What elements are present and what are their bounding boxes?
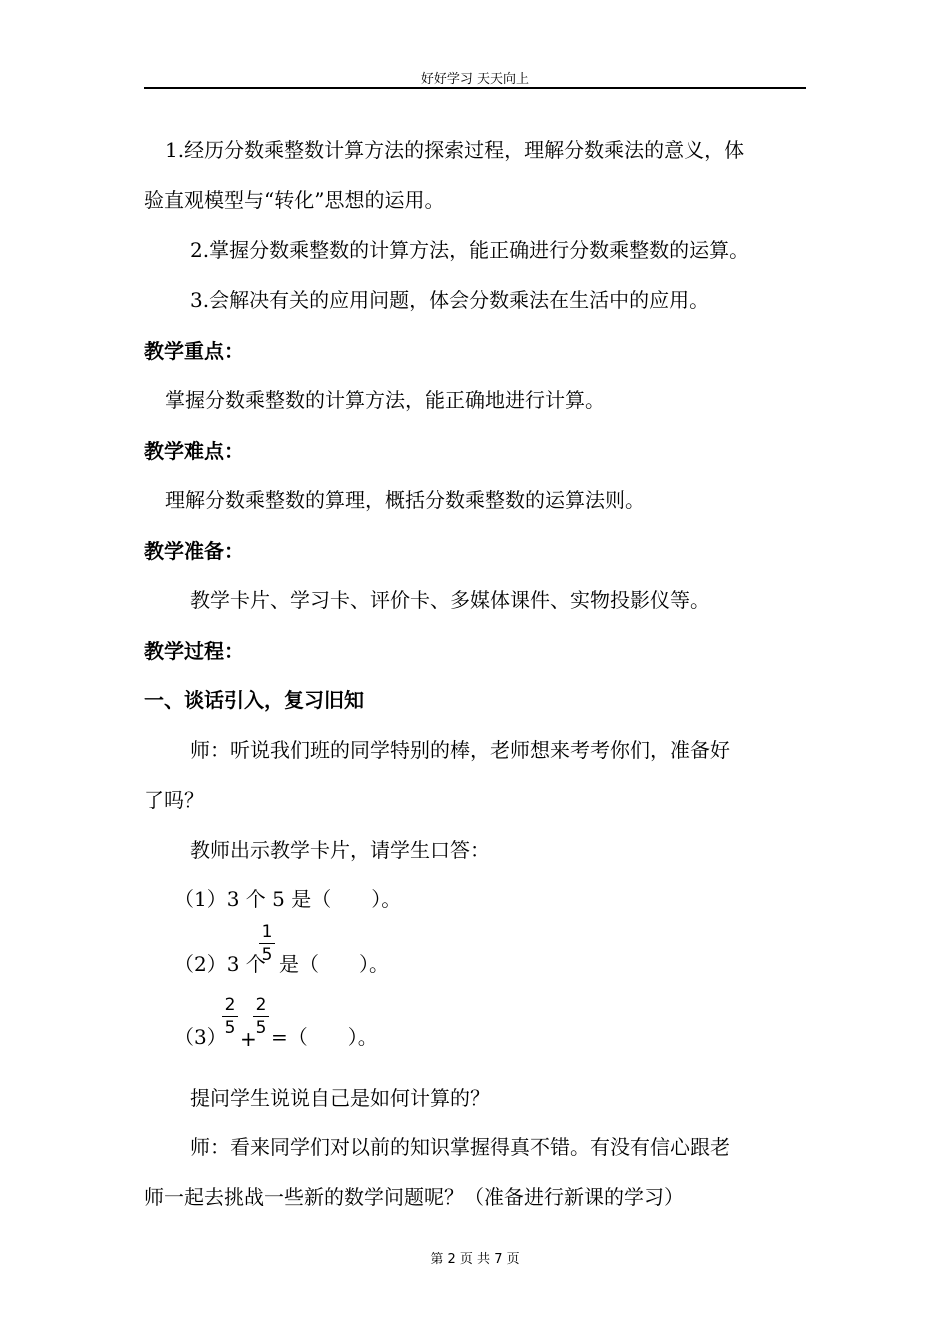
objective-1-line-2: 验直观模型与“转化”思想的运用。 [144,188,445,212]
teacher-outro-line-1: 师：看来同学们对以前的知识掌握得真不错。有没有信心跟老 [190,1135,730,1159]
fraction-denominator: 5 [224,1018,236,1038]
teacher-outro-line-2: 师一起去挑战一些新的数学问题呢？（准备进行新课的学习） [144,1185,684,1209]
fraction-numerator: 2 [224,995,236,1015]
question-3-fraction-2 [253,995,269,1038]
difficulties-text: 理解分数乘整数的算理，概括分数乘整数的运算法则。 [165,488,645,512]
card-intro: 教师出示教学卡片，请学生口答： [190,838,490,862]
question-2-suffix: 是（ ）。 [279,952,389,976]
objective-3: 3.会解决有关的应用问题，体会分数乘法在生活中的应用。 [190,288,710,312]
question-1: （1）3 个 5 是（ ）。 [174,887,402,911]
fraction-denominator: 5 [255,1018,267,1038]
fraction-denominator: 5 [261,945,273,965]
fraction-numerator: 1 [261,922,273,942]
page-footer: 第 2 页 共 7 页 [430,1252,520,1267]
question-2-prefix: （2）3 个 [174,952,266,976]
section-1-title: 一、谈话引入，复习旧知 [144,688,364,712]
difficulties-heading: 教学难点： [144,439,244,463]
question-3-plus: + [240,1027,257,1051]
preparation-text: 教学卡片、学习卡、评价卡、多媒体课件、实物投影仪等。 [190,588,710,612]
teacher-intro-line-1: 师：听说我们班的同学特别的棒，老师想来考考你们，准备好 [190,738,730,762]
fraction-bar [222,1016,238,1017]
fraction-numerator: 2 [255,995,267,1015]
ask-students: 提问学生说说自己是如何计算的？ [190,1086,490,1110]
objective-1-line-1: 1.经历分数乘整数计算方法的探索过程，理解分数乘法的意义，体 [165,138,745,162]
teacher-intro-line-2: 了吗？ [144,788,204,812]
preparation-heading: 教学准备： [144,539,244,563]
question-3-fraction-1 [222,995,238,1038]
header-rule [144,87,806,89]
process-heading: 教学过程： [144,639,244,663]
key-points-text: 掌握分数乘整数的计算方法，能正确地进行计算。 [165,388,605,412]
question-2-fraction [259,922,275,965]
question-3-prefix: （3） [174,1025,227,1049]
question-3-suffix: =（ ）。 [271,1025,378,1049]
objective-2: 2.掌握分数乘整数的计算方法，能正确进行分数乘整数的运算。 [190,238,750,262]
key-points-heading: 教学重点： [144,339,244,363]
page-header: 好好学习 天天向上 [420,72,530,87]
fraction-bar [253,1016,269,1017]
fraction-bar [259,943,275,944]
